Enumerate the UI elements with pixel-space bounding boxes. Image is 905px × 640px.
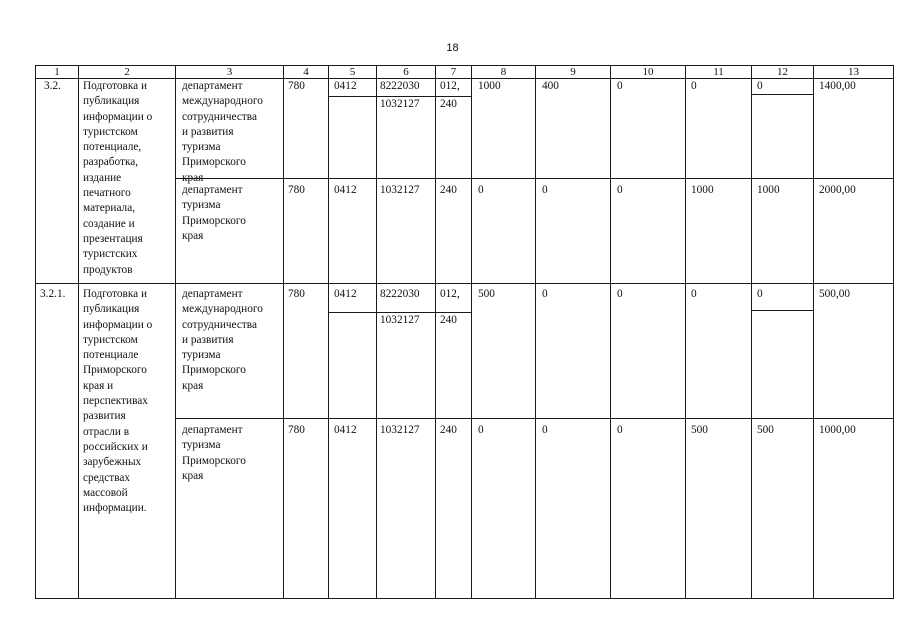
cell-col-6b: 1032127 [380,98,420,110]
cell-col-4: 780 [288,80,305,92]
cell-col-7: 240 [440,184,457,196]
header-col-1: 1 [54,66,60,78]
header-col-7: 7 [450,66,457,78]
cell-col-7: 240 [440,424,457,436]
header-col-9: 9 [570,66,576,78]
cell-col-11: 500 [691,424,708,436]
cell-col-9: 0 [542,288,548,300]
cell-col-9: 0 [542,424,548,436]
header-col-8: 8 [500,66,507,78]
cell-col-6a: 8222030 [380,288,420,300]
department-cell: департамент международного сотрудничества и развития туризма Приморского края [182,80,263,184]
header-col-2: 2 [124,66,130,78]
cell-col-7a: 012, [440,288,460,300]
row-number: 3.2. [44,80,61,92]
cell-col-11: 1000 [691,184,714,196]
department-cell: департамент туризма Приморского края [182,424,246,482]
header-col-13: 13 [848,66,859,78]
cell-col-4: 780 [288,424,305,436]
header-col-10: 10 [642,66,654,78]
cell-col-13: 1400,00 [819,80,856,92]
cell-col-5: 0412 [334,184,357,196]
cell-col-6a: 8222030 [380,80,420,92]
cell-col-8: 0 [478,184,484,196]
header-col-6: 6 [403,66,409,78]
row-number: 3.2.1. [40,288,66,300]
cell-col-11: 0 [691,288,697,300]
cell-col-6: 1032127 [380,184,420,196]
department-cell: департамент международного сотрудничества и развития туризма Приморского края [182,288,263,392]
row-name: Подготовка и публикация информации о туристском потенциале Приморского края и перспективах развития отрасли в российских и зарубежных средствах массовой информации. [83,288,153,515]
header-col-11: 11 [713,66,724,78]
cell-col-13: 2000,00 [819,184,856,196]
cell-col-10: 0 [617,80,623,92]
cell-col-12: 0 [757,80,763,92]
cell-col-9: 400 [542,80,559,92]
cell-col-9: 0 [542,184,548,196]
cell-col-10: 0 [617,184,623,196]
cell-col-13: 500,00 [819,288,851,300]
cell-col-5: 0412 [334,424,357,436]
cell-col-8: 1000 [478,80,501,92]
cell-col-12: 0 [757,288,763,300]
cell-col-5: 0412 [334,80,357,92]
header-col-3: 3 [226,66,233,78]
cell-col-4: 780 [288,288,305,300]
cell-col-12: 1000 [757,184,780,196]
cell-col-12: 500 [757,424,774,436]
cell-col-11: 0 [691,80,697,92]
cell-col-5: 0412 [334,288,357,300]
cell-col-7b: 240 [440,98,457,110]
page-number: 18 [446,42,459,54]
cell-col-6b: 1032127 [380,314,420,326]
cell-col-8: 500 [478,288,495,300]
cell-col-7b: 240 [440,314,457,326]
department-cell: департамент туризма Приморского края [182,184,246,242]
header-col-4: 4 [303,66,309,78]
cell-col-10: 0 [617,424,623,436]
cell-col-8: 0 [478,424,484,436]
header-col-5: 5 [349,66,356,78]
cell-col-7a: 012, [440,80,460,92]
row-name: Подготовка и публикация информации о туристском потенциале, разработка, издание печатного материала, создание и презентация туристских продуктов [83,80,153,276]
cell-col-13: 1000,00 [819,424,856,436]
cell-col-10: 0 [617,288,623,300]
header-col-12: 12 [777,66,788,78]
cell-col-6: 1032127 [380,424,420,436]
cell-col-4: 780 [288,184,305,196]
